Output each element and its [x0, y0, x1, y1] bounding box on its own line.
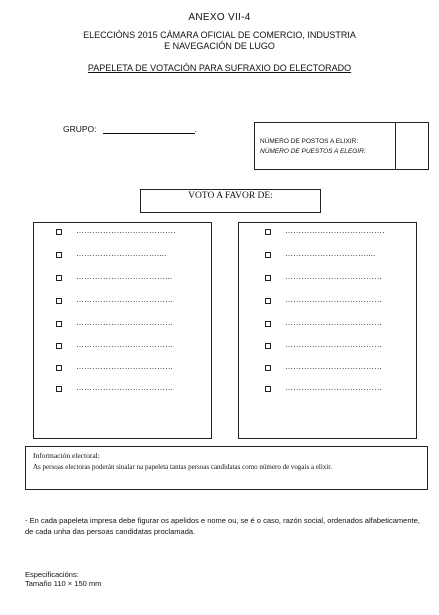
electoral-info-box — [25, 446, 428, 490]
checkbox[interactable] — [265, 275, 271, 281]
group-field: GRUPO: . — [63, 124, 197, 134]
specifications-label: Especificacións: — [25, 570, 79, 579]
candidate-name-blank: ……………………………… — [285, 340, 383, 349]
candidate-name-blank: ……………………………... — [76, 272, 173, 281]
checkbox[interactable] — [265, 298, 271, 304]
checkbox[interactable] — [265, 343, 271, 349]
candidate-row — [56, 251, 216, 261]
checkbox[interactable] — [265, 252, 271, 258]
candidate-row — [265, 385, 425, 395]
candidate-row — [56, 342, 216, 352]
candidate-name-blank: ……………………………… — [285, 318, 383, 327]
candidate-column-left — [33, 222, 212, 439]
candidate-name-blank: ……………………………… — [76, 340, 174, 349]
posts-to-elect-box — [254, 122, 429, 170]
checkbox[interactable] — [265, 386, 271, 392]
candidate-name-blank: ……………………………… — [285, 295, 383, 304]
checkbox[interactable] — [56, 275, 62, 281]
checkbox[interactable] — [56, 252, 62, 258]
candidate-name-blank: ……………………………… — [76, 318, 174, 327]
candidate-row — [265, 297, 425, 307]
candidate-name-blank: ……………………………… — [76, 362, 174, 371]
document-title-line-1: ELECCIÓNS 2015 CÁMARA OFICIAL DE COMERCIO, INDUSTRIA — [83, 30, 356, 40]
posts-label-spanish: NÚMERO DE PUESTOS A ELEGIR: — [260, 148, 366, 155]
candidate-row — [56, 274, 216, 284]
candidate-name-blank: ……………………………… — [76, 295, 174, 304]
candidate-row — [56, 364, 216, 374]
checkbox[interactable] — [56, 229, 62, 235]
candidate-name-blank: ………………………….... — [76, 249, 167, 258]
vote-for-heading — [140, 189, 321, 213]
candidate-row — [56, 385, 216, 395]
electoral-info-title: Información electoral: — [33, 451, 100, 460]
checkbox[interactable] — [56, 298, 62, 304]
group-label: GRUPO: — [63, 124, 97, 134]
ballot-title: PAPELETA DE VOTACIÓN PARA SUFRAXIO DO ELECTORADO — [87, 63, 352, 73]
document-title-line-2: E NAVEGACIÓN DE LUGO — [164, 41, 275, 51]
candidate-row — [265, 364, 425, 374]
candidate-column-right — [238, 222, 417, 439]
posts-label-galician: NÚMERO DE POSTOS A ELIXIR: — [260, 138, 359, 145]
candidate-name-blank: ………………………………. — [76, 226, 176, 235]
checkbox[interactable] — [56, 343, 62, 349]
posts-value-divider — [395, 123, 396, 169]
group-blank-line — [103, 125, 195, 134]
electoral-info-text: As persoas electoras poderán sinalar na papeleta tantas persoas candidatas como número de vogais a elixir. — [33, 463, 332, 471]
candidate-name-blank: ……………………………… — [285, 383, 383, 392]
specifications-size: Tamaño 110 × 150 mm — [25, 579, 102, 588]
candidate-row — [265, 274, 425, 284]
candidate-name-blank: ……………………………… — [285, 362, 383, 371]
checkbox[interactable] — [56, 321, 62, 327]
checkbox[interactable] — [265, 229, 271, 235]
checkbox[interactable] — [265, 365, 271, 371]
candidate-row — [56, 297, 216, 307]
checkbox[interactable] — [265, 321, 271, 327]
checkbox[interactable] — [56, 386, 62, 392]
candidate-row — [265, 228, 425, 238]
candidate-name-blank: ……………………………… — [285, 272, 383, 281]
candidate-name-blank: ……………………………… — [76, 383, 174, 392]
vote-for-label: VOTO A FAVOR DE: — [188, 191, 273, 201]
candidate-row — [56, 320, 216, 330]
candidate-row — [265, 342, 425, 352]
annex-number: ANEXO VII-4 — [188, 12, 251, 23]
candidate-row — [56, 228, 216, 238]
candidate-row — [265, 320, 425, 330]
printing-note: - En cada papeleta impresa debe figurar os apelidos e nome ou, se é o caso, razón social, ordenados alfabeticamente, de cada unha das persoas candidatas proclamada. — [25, 516, 420, 536]
checkbox[interactable] — [56, 365, 62, 371]
candidate-name-blank: ………………………….... — [285, 249, 376, 258]
candidate-name-blank: ………………………………. — [285, 226, 385, 235]
candidate-row — [265, 251, 425, 261]
